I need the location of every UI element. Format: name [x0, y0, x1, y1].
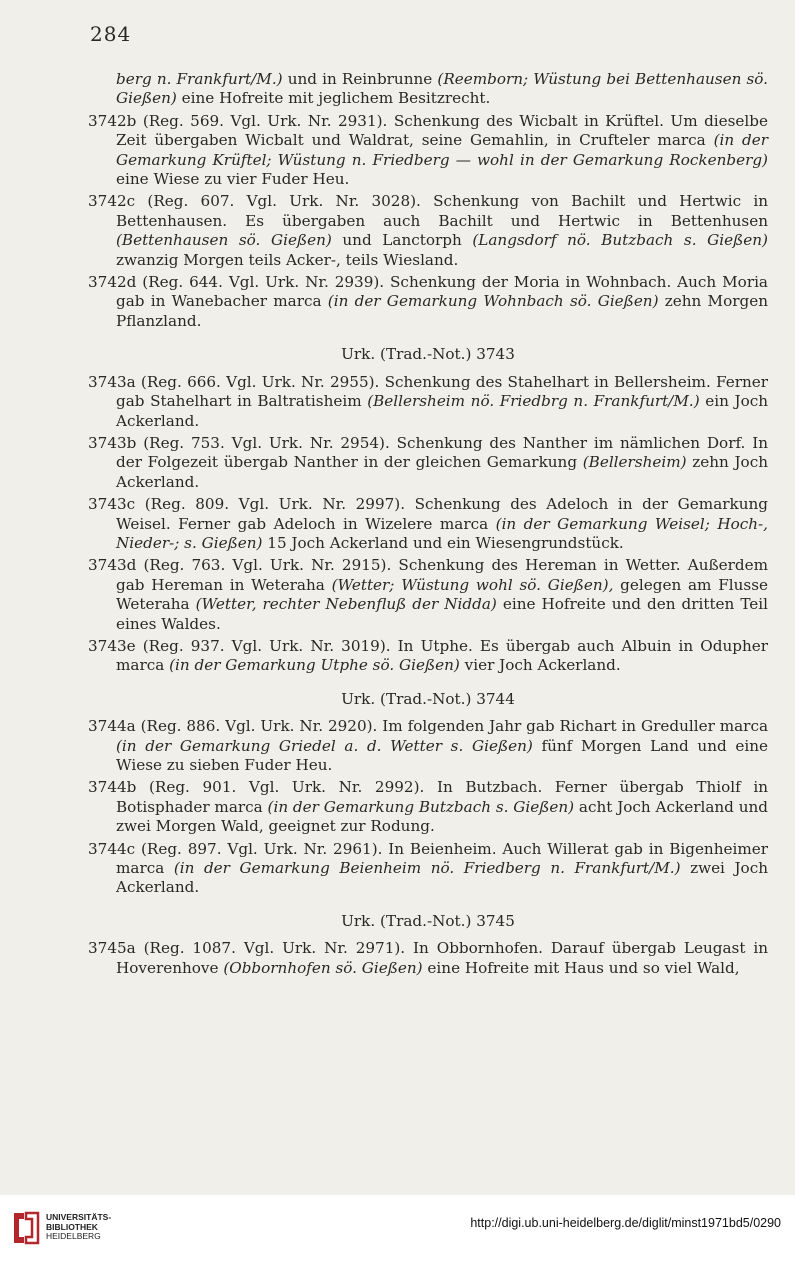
entry-text: fünf Morgen Land und eine Wiese zu sieben Fuder Heu.: [116, 736, 768, 774]
page-number: 284: [90, 22, 132, 46]
entry-text: 3743d (Reg. 763. Vgl. Urk. Nr. 2915). Schenkung des Hereman in Wetter. Außerdem gab Hereman in Weteraha: [88, 556, 768, 594]
entry-text: 3744a (Reg. 886. Vgl. Urk. Nr. 2920). Im folgenden Jahr gab Richart in Greduller marca: [88, 717, 768, 736]
entry-text: zehn Joch Ackerland.: [116, 453, 768, 491]
entry-3744c: [88, 840, 768, 898]
place-gloss: (Langsdorf nö. Butzbach s. Gießen): [472, 231, 768, 250]
entry-text: 3742c (Reg. 607. Vgl. Urk. Nr. 3028). Schenkung von Bachilt und Hertwic in Bettenhausen. Es übergaben auch Bachilt und Hertwic in Bettenhusen: [88, 192, 768, 230]
place-gloss: (in der Gemarkung Butzbach s. Gießen): [267, 797, 575, 816]
entry-text: 3744b (Reg. 901. Vgl. Urk. Nr. 2992). In Butzbach. Ferner übergab Thiolf in Botisphader marca: [88, 778, 768, 816]
entry-3742d: [88, 273, 768, 331]
entry-text: eine Hofreite und den dritten Teil eines Waldes.: [116, 595, 768, 633]
entry-3743a: [88, 373, 768, 431]
logo-line-1: UNIVERSITÄTS-: [46, 1212, 112, 1222]
footer-bar: [0, 1195, 795, 1262]
entry-text: 3742b (Reg. 569. Vgl. Urk. Nr. 2931). Schenkung des Wicbalt in Krüftel. Um dieselbe Zeit übergaben Wicbalt und Waldrat, seine Gemahlin, in Crufteler marca: [88, 111, 768, 150]
entry-text: 3743a (Reg. 666. Vgl. Urk. Nr. 2955). Schenkung des Stahelhart in Bellersheim. Ferner gab Stahelhart in Baltratisheim: [88, 372, 768, 411]
entry-text: zwanzig Morgen teils Acker-, teils Wiesland.: [116, 250, 459, 269]
entry-text: ein Joch Ackerland.: [116, 392, 768, 430]
entry-text: 3743e (Reg. 937. Vgl. Urk. Nr. 3019). In Utphe. Es übergab auch Albuin in Odupher marca: [88, 636, 768, 675]
place-gloss: (Bettenhausen sö. Gießen): [116, 231, 332, 250]
entry-3745a: [88, 939, 768, 978]
place-gloss: (Bellersheim nö. Friedbrg n. Frankfurt/M.): [367, 392, 700, 411]
entry-3743c: [88, 495, 768, 553]
entry-text: 3742d (Reg. 644. Vgl. Urk. Nr. 2939). Schenkung der Moria in Wohnbach. Auch Moria gab in Wanebacher marca: [88, 273, 768, 311]
place-gloss: (Wetter; Wüstung wohl sö. Gießen),: [331, 575, 614, 594]
place-gloss: (Obbornhofen sö. Gießen): [223, 958, 423, 977]
entry-3743b: [88, 434, 768, 492]
place-gloss: berg n. Frankfurt/M.): [116, 70, 283, 88]
section-heading: Urk. (Trad.-Not.) 3743: [341, 345, 515, 364]
entry-text: 15 Joch Ackerland und ein Wiesengrundstück.: [262, 533, 624, 552]
page-body: [88, 70, 768, 981]
section-heading: Urk. (Trad.-Not.) 3744: [341, 689, 515, 708]
entry-text: zwei Joch Ackerland.: [116, 859, 768, 897]
place-gloss: (Bellersheim): [582, 453, 687, 472]
entry-text: 3744c (Reg. 897. Vgl. Urk. Nr. 2961). In Beienheim. Auch Willerat gab in Bigenheimer marca: [88, 839, 768, 878]
place-gloss: (in der Gemarkung Griedel a. d. Wetter s. Gießen): [116, 736, 533, 755]
entry-3744b: [88, 778, 768, 836]
section-heading: Urk. (Trad.-Not.) 3745: [341, 911, 515, 930]
entry-text: eine Hofreite mit jeglichem Besitzrecht.: [176, 89, 491, 108]
place-gloss: (Wetter, rechter Nebenfluß der Nidda): [195, 595, 497, 614]
place-gloss: (in der Gemarkung Utphe sö. Gießen): [169, 656, 460, 675]
entry-3743d: [88, 556, 768, 634]
entry-text: 3743c (Reg. 809. Vgl. Urk. Nr. 2997). Schenkung des Adeloch in der Gemarkung Weisel. Ferner gab Adeloch in Wizelere marca: [88, 495, 768, 533]
entry-text: zehn Morgen Pflanzland.: [116, 292, 768, 330]
logo-line-2: BIBLIOTHEK: [46, 1221, 98, 1232]
entry-text: und Lanctorph: [331, 231, 473, 250]
entry-text: eine Hofreite mit Haus und so viel Wald,: [422, 958, 740, 977]
entry-text: 3745a (Reg. 1087. Vgl. Urk. Nr. 2971). In Obbornhofen. Darauf übergab Leugast in Hoverenhove: [88, 939, 768, 977]
entry-3743e: [88, 637, 768, 676]
entry-text: eine Wiese zu vier Fuder Heu.: [116, 170, 350, 189]
place-gloss: (in der Gemarkung Krüftel; Wüstung n. Friedberg — wohl in der Gemarkung Rockenberg): [116, 131, 768, 169]
logo-line-3: HEIDELBERG: [46, 1231, 101, 1241]
place-gloss: (in der Gemarkung Wohnbach sö. Gießen): [327, 292, 659, 311]
place-gloss: (Reemborn; Wüstung bei Bettenhausen sö. Gießen): [116, 70, 768, 108]
entry-text: und in Reinbrunne: [282, 70, 438, 88]
entry-3742b: [88, 112, 768, 190]
permalink-url[interactable]: http://digi.ub.uni-heidelberg.de/diglit/minst1971bd5/0290: [470, 1216, 781, 1230]
entry-3744a: [88, 717, 768, 775]
library-logo-icon[interactable]: [10, 1207, 42, 1249]
entry-text: 3743b (Reg. 753. Vgl. Urk. Nr. 2954). Schenkung des Nanther im nämlichen Dorf. In der Folgezeit übergab Nanther in der gleichen Gemarkung: [88, 433, 768, 472]
entry-cont: [88, 70, 768, 109]
entry-text: acht Joch Ackerland und zwei Morgen Wald, geeignet zur Rodung.: [116, 797, 768, 836]
entry-text: vier Joch Ackerland.: [459, 656, 621, 675]
library-logo-text: [46, 1213, 111, 1242]
entry-text: gelegen am Flusse Weteraha: [116, 575, 768, 614]
entry-3742c: [88, 192, 768, 270]
place-gloss: (in der Gemarkung Weisel; Hoch-, Nieder-; s. Gießen): [116, 514, 768, 552]
place-gloss: (in der Gemarkung Beienheim nö. Friedberg n. Frankfurt/M.): [173, 859, 681, 878]
